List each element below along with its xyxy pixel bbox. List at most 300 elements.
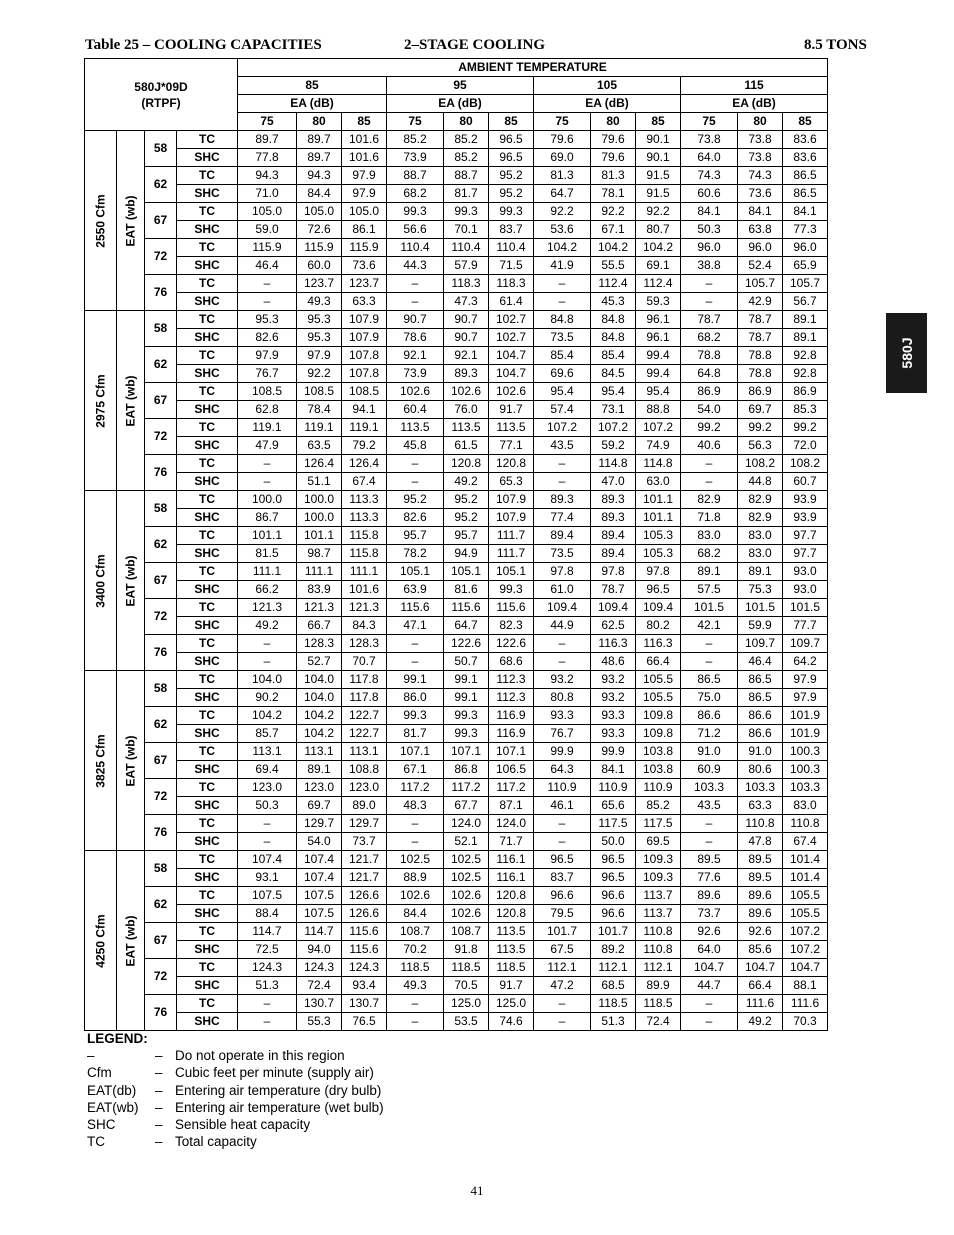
value-cell: 84.5	[591, 365, 636, 383]
value-cell: 97.7	[783, 527, 828, 545]
value-cell: 86.5	[738, 671, 783, 689]
value-cell: 89.1	[738, 563, 783, 581]
value-cell: –	[387, 653, 444, 671]
legend-dash: –	[155, 1117, 163, 1133]
value-cell: 74.9	[636, 437, 681, 455]
eat-value-cell: 62	[145, 707, 177, 743]
value-cell: 94.3	[297, 167, 342, 185]
value-cell: 88.8	[636, 401, 681, 419]
value-cell: 53.6	[534, 221, 591, 239]
table-row	[85, 977, 828, 995]
value-cell: 109.4	[636, 599, 681, 617]
value-cell: 112.1	[636, 959, 681, 977]
value-cell: 104.2	[297, 725, 342, 743]
eat-wb-label: EAT (wb)	[123, 194, 137, 247]
value-cell: 126.6	[342, 887, 387, 905]
value-cell: –	[238, 473, 297, 491]
table-row	[85, 149, 828, 167]
value-cell: –	[681, 293, 738, 311]
shc-label: SHC	[177, 401, 238, 419]
table-row	[85, 743, 828, 761]
value-cell: 114.7	[238, 923, 297, 941]
value-cell: –	[387, 275, 444, 293]
value-cell: 89.4	[591, 527, 636, 545]
value-cell: 99.9	[534, 743, 591, 761]
value-cell: –	[534, 473, 591, 491]
value-cell: 47.2	[534, 977, 591, 995]
value-cell: 105.0	[297, 203, 342, 221]
cfm-label: 3825 Cfm	[93, 733, 107, 788]
value-cell: 101.1	[636, 491, 681, 509]
value-cell: 60.7	[783, 473, 828, 491]
value-cell: 101.7	[534, 923, 591, 941]
legend	[87, 1030, 384, 1150]
value-cell: 72.6	[297, 221, 342, 239]
value-cell: 60.4	[387, 401, 444, 419]
value-cell: 118.3	[489, 275, 534, 293]
eat-value-cell: 62	[145, 167, 177, 203]
legend-desc: Total capacity	[175, 1134, 257, 1150]
table-row	[85, 131, 828, 149]
value-cell: 85.6	[738, 941, 783, 959]
cfm-group-cell	[85, 491, 117, 671]
value-cell: 104.0	[297, 671, 342, 689]
value-cell: 101.1	[238, 527, 297, 545]
value-cell: 115.6	[489, 599, 534, 617]
value-cell: 97.8	[591, 563, 636, 581]
value-cell: 47.8	[738, 833, 783, 851]
shc-label: SHC	[177, 905, 238, 923]
value-cell: 119.1	[342, 419, 387, 437]
value-cell: 88.1	[783, 977, 828, 995]
value-cell: 95.4	[636, 383, 681, 401]
value-cell: 60.6	[681, 185, 738, 203]
value-cell: 90.7	[387, 311, 444, 329]
shc-label: SHC	[177, 689, 238, 707]
value-cell: 52.7	[297, 653, 342, 671]
value-cell: 117.2	[489, 779, 534, 797]
value-cell: 107.2	[783, 923, 828, 941]
value-cell: 79.6	[591, 131, 636, 149]
value-cell: 71.7	[489, 833, 534, 851]
value-cell: 113.5	[444, 419, 489, 437]
value-cell: 45.8	[387, 437, 444, 455]
value-cell: 99.1	[444, 689, 489, 707]
value-cell: 69.7	[297, 797, 342, 815]
value-cell: 49.2	[738, 1013, 783, 1031]
value-cell: 71.0	[238, 185, 297, 203]
value-cell: 129.7	[297, 815, 342, 833]
value-cell: 53.5	[444, 1013, 489, 1031]
table-row	[85, 815, 828, 833]
value-cell: 86.0	[387, 689, 444, 707]
value-cell: 104.2	[534, 239, 591, 257]
value-cell: 109.4	[534, 599, 591, 617]
value-cell: 73.9	[387, 149, 444, 167]
value-cell: 96.5	[534, 851, 591, 869]
value-cell: 95.2	[387, 491, 444, 509]
value-cell: 64.0	[681, 149, 738, 167]
value-cell: 50.3	[681, 221, 738, 239]
shc-label: SHC	[177, 761, 238, 779]
tc-label: TC	[177, 635, 238, 653]
value-cell: 114.7	[297, 923, 342, 941]
value-cell: 99.2	[681, 419, 738, 437]
ea-value-header: 80	[444, 113, 489, 131]
table-row	[85, 707, 828, 725]
value-cell: 78.8	[681, 347, 738, 365]
value-cell: 113.5	[387, 419, 444, 437]
value-cell: 77.1	[489, 437, 534, 455]
value-cell: 67.7	[444, 797, 489, 815]
shc-label: SHC	[177, 1013, 238, 1031]
value-cell: 54.0	[681, 401, 738, 419]
value-cell: 121.7	[342, 869, 387, 887]
value-cell: 105.5	[636, 689, 681, 707]
value-cell: 110.4	[444, 239, 489, 257]
tc-label: TC	[177, 455, 238, 473]
value-cell: 113.5	[489, 923, 534, 941]
value-cell: 105.7	[783, 275, 828, 293]
ea-value-header: 85	[783, 113, 828, 131]
value-cell: –	[387, 473, 444, 491]
ambient-temperature-header: AMBIENT TEMPERATURE	[238, 59, 828, 77]
value-cell: 97.9	[238, 347, 297, 365]
value-cell: 115.9	[297, 239, 342, 257]
value-cell: 98.7	[297, 545, 342, 563]
value-cell: 109.4	[591, 599, 636, 617]
value-cell: 117.8	[342, 671, 387, 689]
table-row	[85, 617, 828, 635]
value-cell: 91.5	[636, 167, 681, 185]
value-cell: 42.1	[681, 617, 738, 635]
value-cell: 89.6	[681, 887, 738, 905]
eat-value-cell: 58	[145, 491, 177, 527]
value-cell: 55.3	[297, 1013, 342, 1031]
value-cell: 111.1	[342, 563, 387, 581]
value-cell: 88.9	[387, 869, 444, 887]
value-cell: 97.7	[783, 545, 828, 563]
value-cell: 101.5	[783, 599, 828, 617]
tc-label: TC	[177, 563, 238, 581]
value-cell: 89.6	[738, 905, 783, 923]
table-row	[85, 995, 828, 1013]
value-cell: 84.1	[783, 203, 828, 221]
value-cell: 108.8	[342, 761, 387, 779]
cfm-label: 3400 Cfm	[93, 553, 107, 608]
value-cell: 84.3	[342, 617, 387, 635]
tons-label: 8.5 TONS	[804, 37, 867, 53]
value-cell: 103.8	[636, 743, 681, 761]
eat-value-cell: 72	[145, 599, 177, 635]
shc-label: SHC	[177, 149, 238, 167]
value-cell: 101.5	[681, 599, 738, 617]
value-cell: 85.3	[783, 401, 828, 419]
shc-label: SHC	[177, 365, 238, 383]
value-cell: 89.1	[681, 563, 738, 581]
value-cell: 99.4	[636, 347, 681, 365]
value-cell: 121.3	[238, 599, 297, 617]
ea-db-header: EA (dB)	[534, 95, 681, 113]
value-cell: 102.6	[387, 887, 444, 905]
legend-item	[87, 1047, 384, 1064]
side-tab-label: 580J	[898, 337, 915, 369]
value-cell: 97.9	[783, 671, 828, 689]
value-cell: –	[681, 473, 738, 491]
value-cell: 123.0	[238, 779, 297, 797]
value-cell: 118.5	[444, 959, 489, 977]
value-cell: 64.3	[534, 761, 591, 779]
legend-key: SHC	[87, 1117, 116, 1133]
value-cell: 109.3	[636, 869, 681, 887]
value-cell: 89.5	[681, 851, 738, 869]
eat-value-cell: 58	[145, 851, 177, 887]
value-cell: 59.9	[738, 617, 783, 635]
value-cell: 105.7	[738, 275, 783, 293]
value-cell: 78.7	[738, 311, 783, 329]
value-cell: 93.2	[534, 671, 591, 689]
shc-label: SHC	[177, 185, 238, 203]
value-cell: 100.0	[297, 491, 342, 509]
value-cell: 116.9	[489, 707, 534, 725]
value-cell: 102.7	[489, 311, 534, 329]
value-cell: 97.8	[534, 563, 591, 581]
table-row	[85, 347, 828, 365]
value-cell: 94.1	[342, 401, 387, 419]
value-cell: 101.6	[342, 131, 387, 149]
value-cell: 83.6	[783, 149, 828, 167]
value-cell: 108.5	[297, 383, 342, 401]
value-cell: 102.6	[387, 383, 444, 401]
value-cell: 70.5	[444, 977, 489, 995]
ea-db-header: EA (dB)	[387, 95, 534, 113]
value-cell: 75.3	[738, 581, 783, 599]
ea-value-header: 75	[681, 113, 738, 131]
value-cell: 115.8	[342, 545, 387, 563]
table-row	[85, 527, 828, 545]
value-cell: 117.5	[591, 815, 636, 833]
value-cell: 113.7	[636, 887, 681, 905]
value-cell: 63.3	[342, 293, 387, 311]
value-cell: 77.8	[238, 149, 297, 167]
value-cell: 93.4	[342, 977, 387, 995]
tc-label: TC	[177, 851, 238, 869]
value-cell: 107.5	[297, 905, 342, 923]
value-cell: 114.8	[591, 455, 636, 473]
value-cell: 124.3	[297, 959, 342, 977]
shc-label: SHC	[177, 653, 238, 671]
value-cell: –	[681, 833, 738, 851]
value-cell: –	[534, 653, 591, 671]
value-cell: 99.3	[444, 203, 489, 221]
page-number: 41	[470, 1183, 484, 1198]
legend-desc: Do not operate in this region	[175, 1048, 345, 1064]
value-cell: 104.0	[297, 689, 342, 707]
value-cell: –	[238, 275, 297, 293]
value-cell: 67.4	[342, 473, 387, 491]
value-cell: 86.5	[783, 185, 828, 203]
shc-label: SHC	[177, 545, 238, 563]
ambient-temp-header: 115	[681, 77, 828, 95]
value-cell: 61.4	[489, 293, 534, 311]
value-cell: 108.5	[342, 383, 387, 401]
value-cell: 104.0	[238, 671, 297, 689]
side-tab	[886, 313, 927, 393]
value-cell: 49.3	[297, 293, 342, 311]
value-cell: 50.3	[238, 797, 297, 815]
value-cell: 67.1	[387, 761, 444, 779]
ambient-temp-header: 95	[387, 77, 534, 95]
eat-value-cell: 67	[145, 743, 177, 779]
table-row	[85, 761, 828, 779]
eat-value-cell: 76	[145, 455, 177, 491]
value-cell: 73.7	[681, 905, 738, 923]
table-row	[85, 779, 828, 797]
value-cell: 95.2	[489, 185, 534, 203]
value-cell: 107.9	[489, 491, 534, 509]
value-cell: 65.3	[489, 473, 534, 491]
value-cell: 67.1	[591, 221, 636, 239]
value-cell: 90.2	[238, 689, 297, 707]
value-cell: 88.7	[387, 167, 444, 185]
ea-db-header: EA (dB)	[238, 95, 387, 113]
value-cell: 47.3	[444, 293, 489, 311]
stage-label: 2–STAGE COOLING	[404, 37, 545, 53]
value-cell: 120.8	[444, 455, 489, 473]
value-cell: 95.4	[534, 383, 591, 401]
value-cell: 113.3	[342, 491, 387, 509]
value-cell: 100.0	[238, 491, 297, 509]
value-cell: –	[387, 1013, 444, 1031]
value-cell: 82.3	[489, 617, 534, 635]
value-cell: 79.5	[534, 905, 591, 923]
value-cell: 96.0	[783, 239, 828, 257]
table-row	[85, 887, 828, 905]
ea-value-header: 75	[238, 113, 297, 131]
tc-label: TC	[177, 419, 238, 437]
value-cell: 103.8	[636, 761, 681, 779]
value-cell: 56.7	[783, 293, 828, 311]
value-cell: 91.7	[489, 401, 534, 419]
value-cell: 110.8	[783, 815, 828, 833]
value-cell: 78.8	[738, 365, 783, 383]
value-cell: 78.7	[738, 329, 783, 347]
tc-label: TC	[177, 491, 238, 509]
value-cell: 94.0	[297, 941, 342, 959]
value-cell: 46.4	[238, 257, 297, 275]
value-cell: 69.6	[534, 365, 591, 383]
value-cell: 66.7	[297, 617, 342, 635]
value-cell: 57.5	[681, 581, 738, 599]
value-cell: 93.0	[783, 563, 828, 581]
value-cell: –	[387, 815, 444, 833]
value-cell: 70.3	[783, 1013, 828, 1031]
value-cell: 84.8	[534, 311, 591, 329]
value-cell: 94.9	[444, 545, 489, 563]
value-cell: –	[238, 833, 297, 851]
value-cell: 89.7	[297, 131, 342, 149]
value-cell: 85.2	[387, 131, 444, 149]
value-cell: 84.4	[297, 185, 342, 203]
value-cell: 101.5	[738, 599, 783, 617]
value-cell: 113.7	[636, 905, 681, 923]
value-cell: 59.0	[238, 221, 297, 239]
table-row	[85, 1013, 828, 1031]
cfm-label: 4250 Cfm	[93, 913, 107, 968]
value-cell: 63.5	[297, 437, 342, 455]
tc-label: TC	[177, 203, 238, 221]
value-cell: 118.3	[444, 275, 489, 293]
value-cell: 107.1	[489, 743, 534, 761]
value-cell: 99.3	[387, 203, 444, 221]
value-cell: 119.1	[297, 419, 342, 437]
value-cell: 99.4	[636, 365, 681, 383]
value-cell: 68.5	[591, 977, 636, 995]
shc-label: SHC	[177, 833, 238, 851]
value-cell: 82.6	[387, 509, 444, 527]
legend-item	[87, 1116, 384, 1133]
value-cell: 64.8	[681, 365, 738, 383]
value-cell: –	[238, 455, 297, 473]
table-row	[85, 419, 828, 437]
value-cell: 81.5	[238, 545, 297, 563]
value-cell: 102.6	[489, 383, 534, 401]
tc-label: TC	[177, 707, 238, 725]
value-cell: –	[238, 635, 297, 653]
value-cell: 93.0	[783, 581, 828, 599]
table-row	[85, 671, 828, 689]
eat-value-cell: 76	[145, 635, 177, 671]
value-cell: 78.2	[387, 545, 444, 563]
value-cell: 85.2	[636, 797, 681, 815]
value-cell: –	[681, 1013, 738, 1031]
value-cell: 115.6	[387, 599, 444, 617]
value-cell: 90.7	[444, 311, 489, 329]
value-cell: 83.6	[783, 131, 828, 149]
value-cell: 96.1	[636, 311, 681, 329]
value-cell: 77.3	[783, 221, 828, 239]
table-row	[85, 473, 828, 491]
tc-label: TC	[177, 599, 238, 617]
cfm-label: 2550 Cfm	[93, 193, 107, 248]
shc-label: SHC	[177, 797, 238, 815]
value-cell: 51.1	[297, 473, 342, 491]
value-cell: 87.1	[489, 797, 534, 815]
value-cell: 55.5	[591, 257, 636, 275]
value-cell: 72.0	[783, 437, 828, 455]
legend-item	[87, 1099, 384, 1116]
value-cell: 104.7	[489, 347, 534, 365]
cfm-group-cell	[85, 851, 117, 1031]
value-cell: 97.8	[636, 563, 681, 581]
value-cell: 110.9	[636, 779, 681, 797]
value-cell: 78.1	[591, 185, 636, 203]
value-cell: 104.7	[489, 365, 534, 383]
value-cell: 57.9	[444, 257, 489, 275]
value-cell: 112.1	[534, 959, 591, 977]
table-row	[85, 329, 828, 347]
ambient-temp-header: 85	[238, 77, 387, 95]
eat-value-cell: 62	[145, 347, 177, 383]
value-cell: 105.5	[636, 671, 681, 689]
value-cell: 117.2	[387, 779, 444, 797]
value-cell: 44.9	[534, 617, 591, 635]
value-cell: 93.9	[783, 491, 828, 509]
tc-label: TC	[177, 311, 238, 329]
value-cell: 78.7	[681, 311, 738, 329]
value-cell: 82.9	[738, 509, 783, 527]
value-cell: –	[534, 275, 591, 293]
